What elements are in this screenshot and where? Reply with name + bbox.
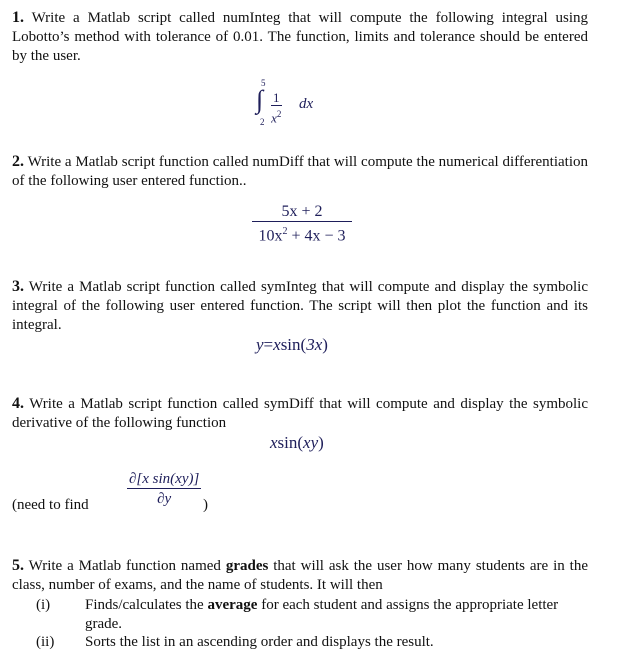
question-2-number: 2. bbox=[12, 153, 24, 170]
q4-close: ) bbox=[318, 433, 324, 452]
question-4-number: 4. bbox=[12, 395, 24, 412]
question-4-text: Write a Matlab script function called symDiff that will compute and display the symbolic derivative of the following function bbox=[12, 396, 589, 431]
q2-fraction bbox=[252, 203, 352, 245]
q4-derivative-suffix: ) bbox=[203, 497, 208, 513]
q3-func: sin( bbox=[280, 335, 307, 354]
q4-derivative-fraction bbox=[127, 470, 201, 508]
q4-function bbox=[270, 433, 324, 453]
integral-differential: dx bbox=[299, 96, 314, 112]
integral-numerator: 1 bbox=[273, 90, 280, 105]
integral-denom-exp: 2 bbox=[276, 109, 282, 119]
q3-x: x bbox=[273, 335, 281, 354]
q4-func: sin( bbox=[277, 433, 304, 452]
q2-denom-exp: 2 bbox=[282, 226, 288, 237]
q5-item-1-bold: average bbox=[207, 597, 258, 613]
q5-item-2-marker: (ii) bbox=[36, 634, 55, 650]
question-5-text-after: that will ask the user how many students are in the class, number of exams, and the name of students. It will then bbox=[12, 558, 588, 593]
question-5-text-before: Write a Matlab function named bbox=[28, 558, 226, 574]
integral-denominator bbox=[271, 106, 282, 125]
q3-eq: = bbox=[263, 335, 274, 354]
q3-close: ) bbox=[322, 335, 328, 354]
question-4 bbox=[12, 394, 588, 433]
q3-arg: 3x bbox=[306, 335, 323, 354]
integral-sign: ∫ bbox=[256, 85, 264, 114]
integral-fraction bbox=[271, 91, 282, 125]
question-1-text: Write a Matlab script called numInteg that will compute the following integral using Lobotto’s method with tolerance of 0.01. The function, limits and tolerance should be entered by the user. bbox=[12, 10, 589, 64]
integral-lower-limit: 2 bbox=[260, 117, 265, 127]
question-2 bbox=[12, 152, 588, 191]
question-3-number: 3. bbox=[12, 278, 24, 295]
q5-item-2-text: Sorts the list in an ascending order and displays the result. bbox=[85, 634, 434, 650]
question-1-number: 1. bbox=[12, 9, 24, 26]
q4-derivative-prefix: (need to find bbox=[12, 497, 89, 513]
q4-derivative-denominator: ∂y bbox=[157, 491, 172, 507]
question-2-text: Write a Matlab script function called numDiff that will compute the numerical differentiation of the following user entered function.. bbox=[12, 154, 588, 189]
question-3-text: Write a Matlab script function called symInteg that will compute and display the symbolic integral of the following user entered function. The script will then plot the function and its integral. bbox=[12, 279, 588, 333]
question-1 bbox=[12, 8, 588, 66]
question-5 bbox=[12, 556, 588, 595]
integral-denom-base: x bbox=[271, 110, 277, 126]
question-3 bbox=[12, 277, 588, 335]
integral-upper-limit: 5 bbox=[261, 78, 266, 88]
q2-numerator: 5x + 2 bbox=[252, 203, 352, 222]
question-5-number: 5. bbox=[12, 557, 24, 574]
q4-x: x bbox=[270, 433, 278, 452]
q2-denominator bbox=[252, 222, 352, 245]
q4-derivative-numerator: ∂[x sin(xy)] bbox=[129, 471, 200, 487]
q3-function bbox=[256, 335, 328, 355]
q4-arg: xy bbox=[303, 433, 319, 452]
question-5-bold-word: grades bbox=[225, 558, 269, 574]
q5-item-1-after: for each student and assigns the appropriate letter grade. bbox=[85, 597, 559, 632]
q5-item-1-marker: (i) bbox=[36, 597, 51, 613]
q5-item-1-text bbox=[85, 596, 575, 634]
q3-lhs: y bbox=[256, 335, 264, 354]
q5-item-1-before: Finds/calculates the bbox=[85, 597, 208, 613]
q2-denom-part1: 10x bbox=[258, 227, 283, 245]
q2-denom-part2: + 4x − 3 bbox=[287, 227, 346, 245]
